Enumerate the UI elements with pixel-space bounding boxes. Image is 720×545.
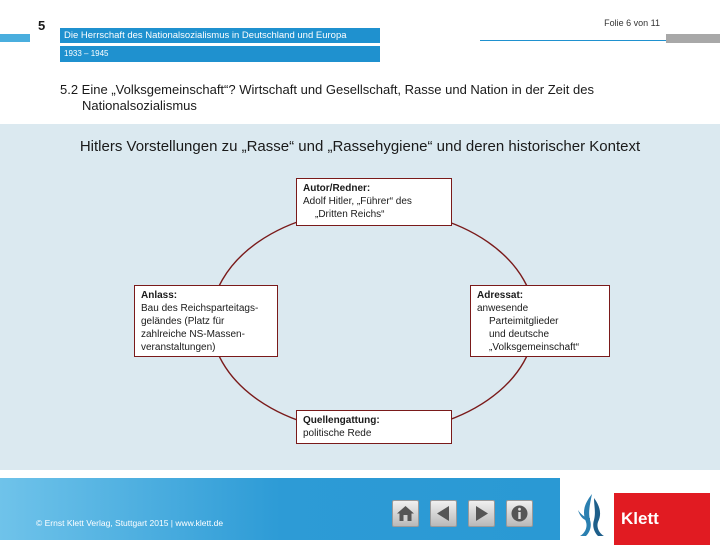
occasion-heading: Anlass: (141, 290, 178, 301)
occasion-box (134, 285, 278, 357)
next-arrow-icon (472, 504, 491, 523)
klett-emblem-icon (572, 490, 612, 538)
author-box (296, 178, 452, 226)
addressee-heading: Adressat: (477, 290, 524, 301)
source-type-heading: Quellengattung: (303, 415, 380, 426)
chapter-number: 5 (38, 18, 46, 33)
addressee-line: und deutsche (489, 329, 550, 340)
info-button[interactable] (506, 500, 533, 527)
home-button[interactable] (392, 500, 419, 527)
occasion-line: zahlreiche NS-Massen- (141, 329, 245, 340)
section-title-line2: Nationalsozialismus (82, 98, 197, 113)
chapter-accent-bar (0, 34, 30, 42)
addressee-line: Parteimitglieder (489, 316, 559, 327)
content-title: Hitlers Vorstellungen zu „Rasse“ und „Rassehygiene“ und deren historischer Kontext (79, 138, 641, 155)
addressee-box (470, 285, 610, 357)
home-icon (396, 504, 415, 523)
header-divider (480, 40, 666, 41)
chapter-title: Die Herrschaft des Nationalsozialismus in Deutschland und Europa (60, 28, 380, 43)
occasion-line: geländes (Platz für (141, 316, 225, 327)
author-heading: Autor/Redner: (303, 183, 371, 194)
author-line: Adolf Hitler, „Führer“ des (303, 196, 412, 207)
period-label: 1933 – 1945 (60, 46, 380, 62)
section-title (60, 82, 700, 114)
header-gray-bar (666, 34, 720, 43)
section-title-line1: 5.2 Eine „Volksgemeinschaft“? Wirtschaft und Gesellschaft, Rasse und Nation in der Zeit des (60, 82, 594, 97)
occasion-line: Bau des Reichsparteitags- (141, 303, 259, 314)
source-type-line: politische Rede (303, 428, 372, 439)
slide-counter: Folie 6 von 11 (604, 18, 660, 28)
previous-slide-button[interactable] (430, 500, 457, 527)
author-line: „Dritten Reichs“ (315, 209, 385, 220)
next-slide-button[interactable] (468, 500, 495, 527)
copyright-text: © Ernst Klett Verlag, Stuttgart 2015 | www.klett.de (36, 518, 224, 528)
addressee-line: anwesende (477, 303, 529, 314)
klett-logo: Klett (614, 493, 710, 545)
addressee-line: „Volksgemeinschaft“ (489, 342, 580, 353)
occasion-line: veranstaltungen) (141, 342, 216, 353)
source-type-box (296, 410, 452, 444)
info-icon (510, 504, 529, 523)
previous-arrow-icon (434, 504, 453, 523)
